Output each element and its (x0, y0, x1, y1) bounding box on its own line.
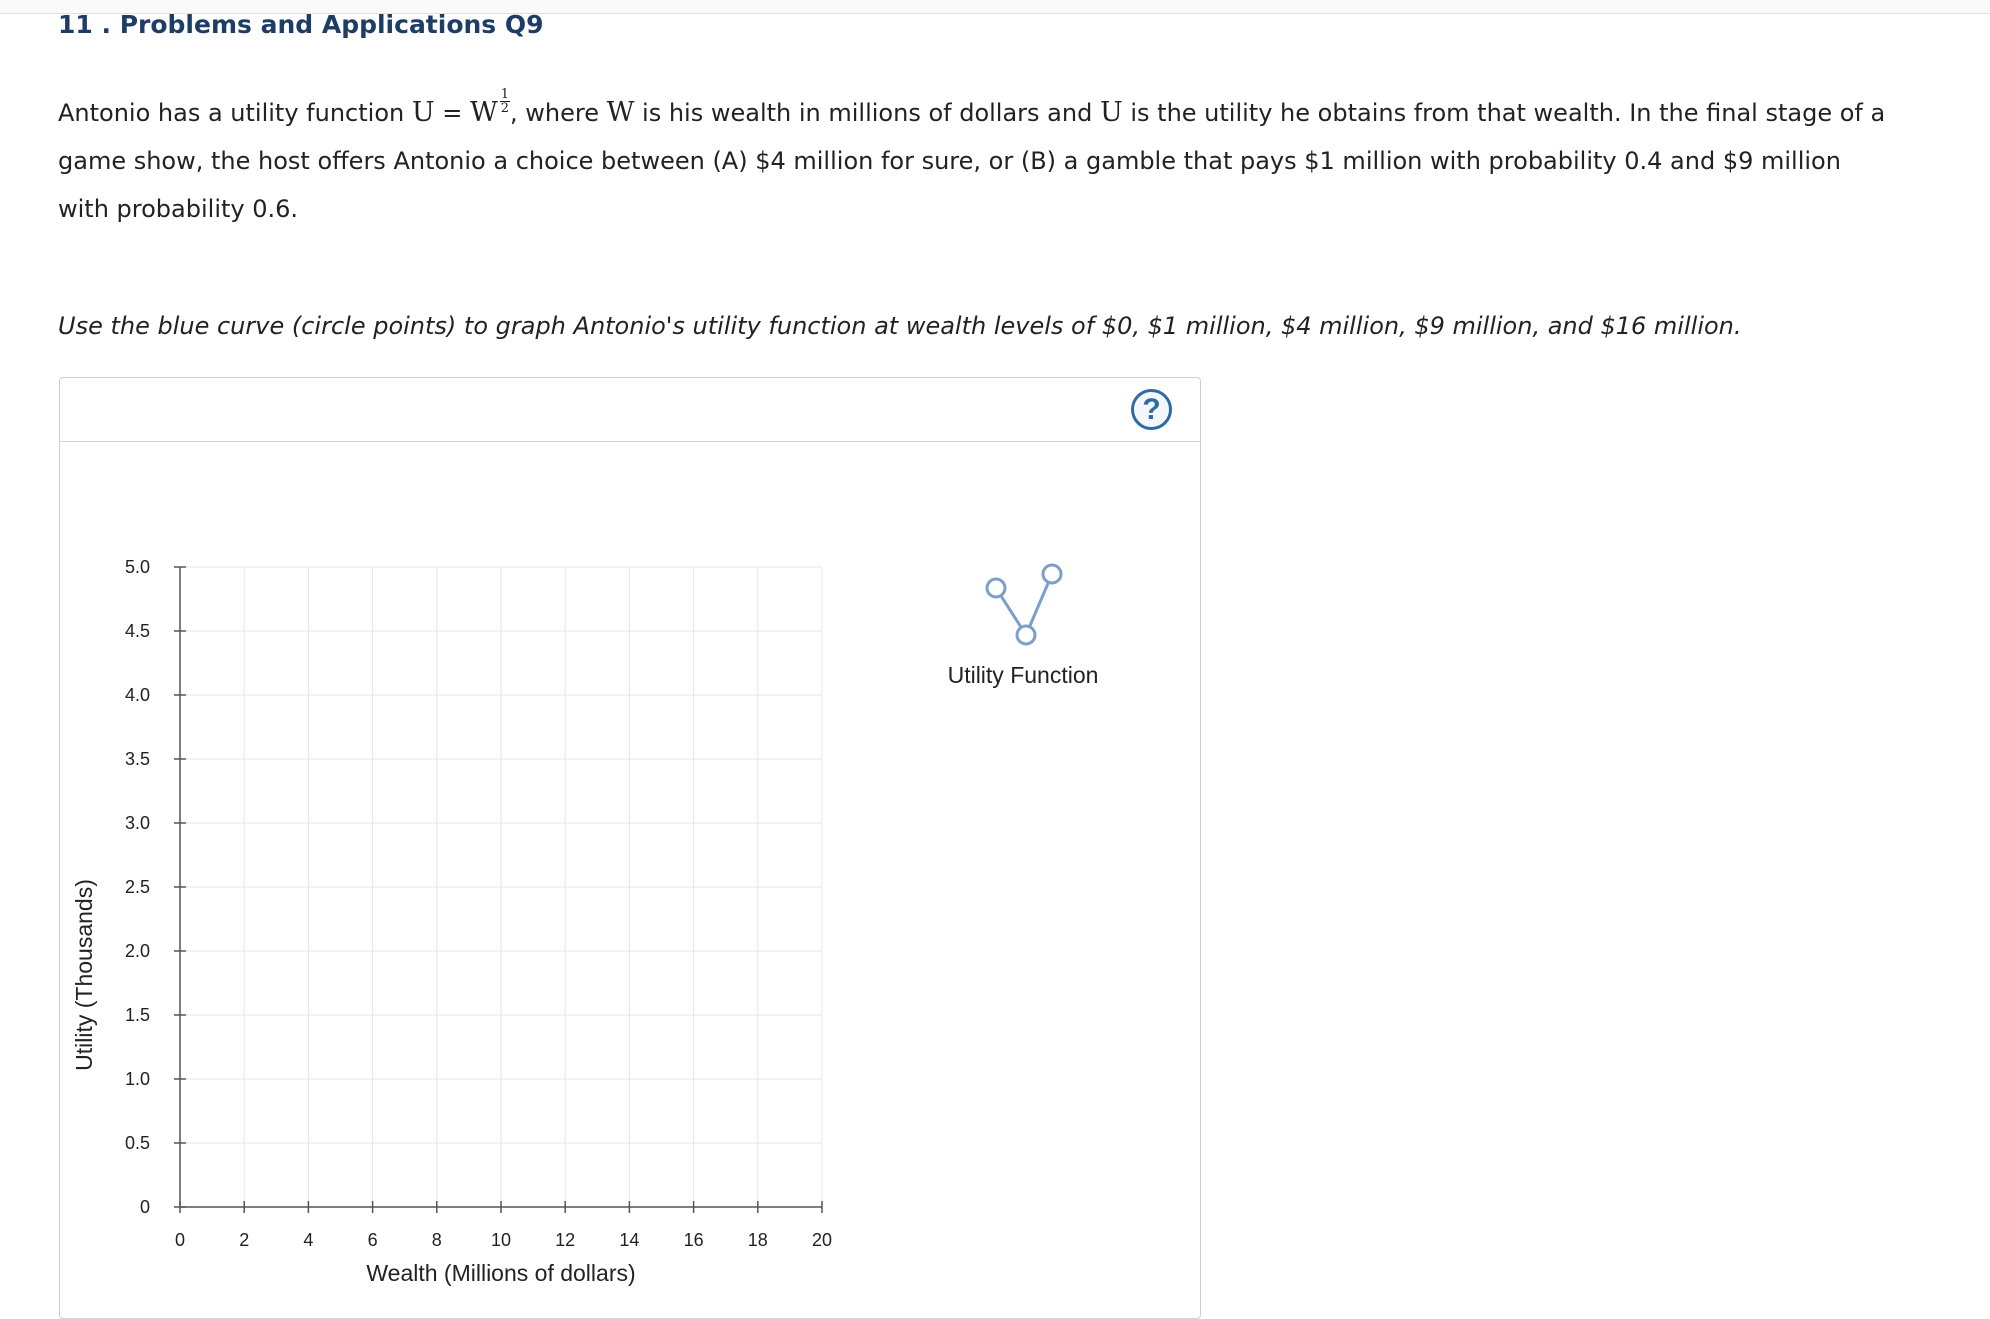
x-tick-label: 10 (490, 1230, 512, 1250)
x-tick-label: 0 (174, 1230, 186, 1250)
y-tick-label: 3.0 (124, 813, 150, 833)
x-tick-label: 2 (239, 1230, 250, 1250)
y-tick-label: 0.5 (124, 1133, 150, 1153)
x-tick-label: 14 (619, 1230, 640, 1250)
help-button[interactable]: ? (1131, 389, 1172, 430)
y-tick-label: 4.5 (124, 621, 150, 641)
y-tick-label: 2.5 (124, 877, 150, 897)
prompt-intro: Antonio has a utility function (58, 99, 412, 127)
tool-point-right (1043, 565, 1061, 583)
x-tick-label: 18 (747, 1230, 768, 1250)
formula-exponent (500, 88, 510, 115)
y-tick-label: 1.5 (124, 1005, 150, 1025)
prompt-mid: is his wealth in millions of dollars and (634, 99, 1100, 127)
x-axis-title: Wealth (Millions of dollars) (366, 1260, 636, 1286)
var-u: U (1099, 97, 1123, 128)
x-tick-label: 20 (811, 1230, 833, 1250)
graph-panel-header (60, 378, 1200, 442)
y-tick-label: 1.0 (124, 1069, 150, 1089)
y-axis-title: Utility (Thousands) (71, 879, 97, 1071)
y-tick-label: 5.0 (124, 557, 150, 577)
formula-equals: = (434, 99, 470, 127)
prompt-after-formula: , where (510, 99, 607, 127)
x-tick-label: 12 (555, 1230, 576, 1250)
graph-panel (59, 377, 1201, 1319)
prompt-rest: is the utility he obtains from that wealth. In the final stage of a game show, the host offers Antonio a choice between (A) $4 million for sure, or (B) a gamble that pays $1 million with probability 0.4 and $9 million with probability 0.6. (58, 99, 1886, 223)
y-tick-label: 3.5 (124, 749, 150, 769)
formula-u: U (411, 97, 435, 128)
question-title: 11 . Problems and Applications Q9 (58, 10, 544, 39)
utility-function-tool[interactable] (948, 565, 1099, 688)
formula-w: W (469, 97, 498, 128)
tool-point-left (987, 579, 1005, 597)
grid-layer (180, 567, 822, 1207)
x-tick-label: 8 (431, 1230, 442, 1250)
var-w: W (606, 97, 635, 128)
x-tick-label: 4 (303, 1230, 314, 1250)
x-tick-label: 6 (367, 1230, 378, 1250)
y-tick-label: 4.0 (124, 685, 150, 705)
y-tick-label: 0 (139, 1197, 150, 1217)
utility-chart[interactable] (60, 441, 1200, 1318)
utility-function-label: Utility Function (947, 662, 1099, 688)
exponent-denominator: 2 (500, 101, 510, 116)
tool-point-bottom (1017, 626, 1035, 644)
exponent-numerator: 1 (500, 87, 510, 102)
axis-layer (125, 557, 832, 1250)
question-prompt (58, 88, 1888, 233)
y-tick-label: 2.0 (124, 941, 150, 961)
x-tick-label: 16 (683, 1230, 704, 1250)
graph-instruction: Use the blue curve (circle points) to graph Antonio's utility function at wealth levels of $0, $1 million, $4 million, $9 million, and $16 million. (58, 312, 1742, 340)
